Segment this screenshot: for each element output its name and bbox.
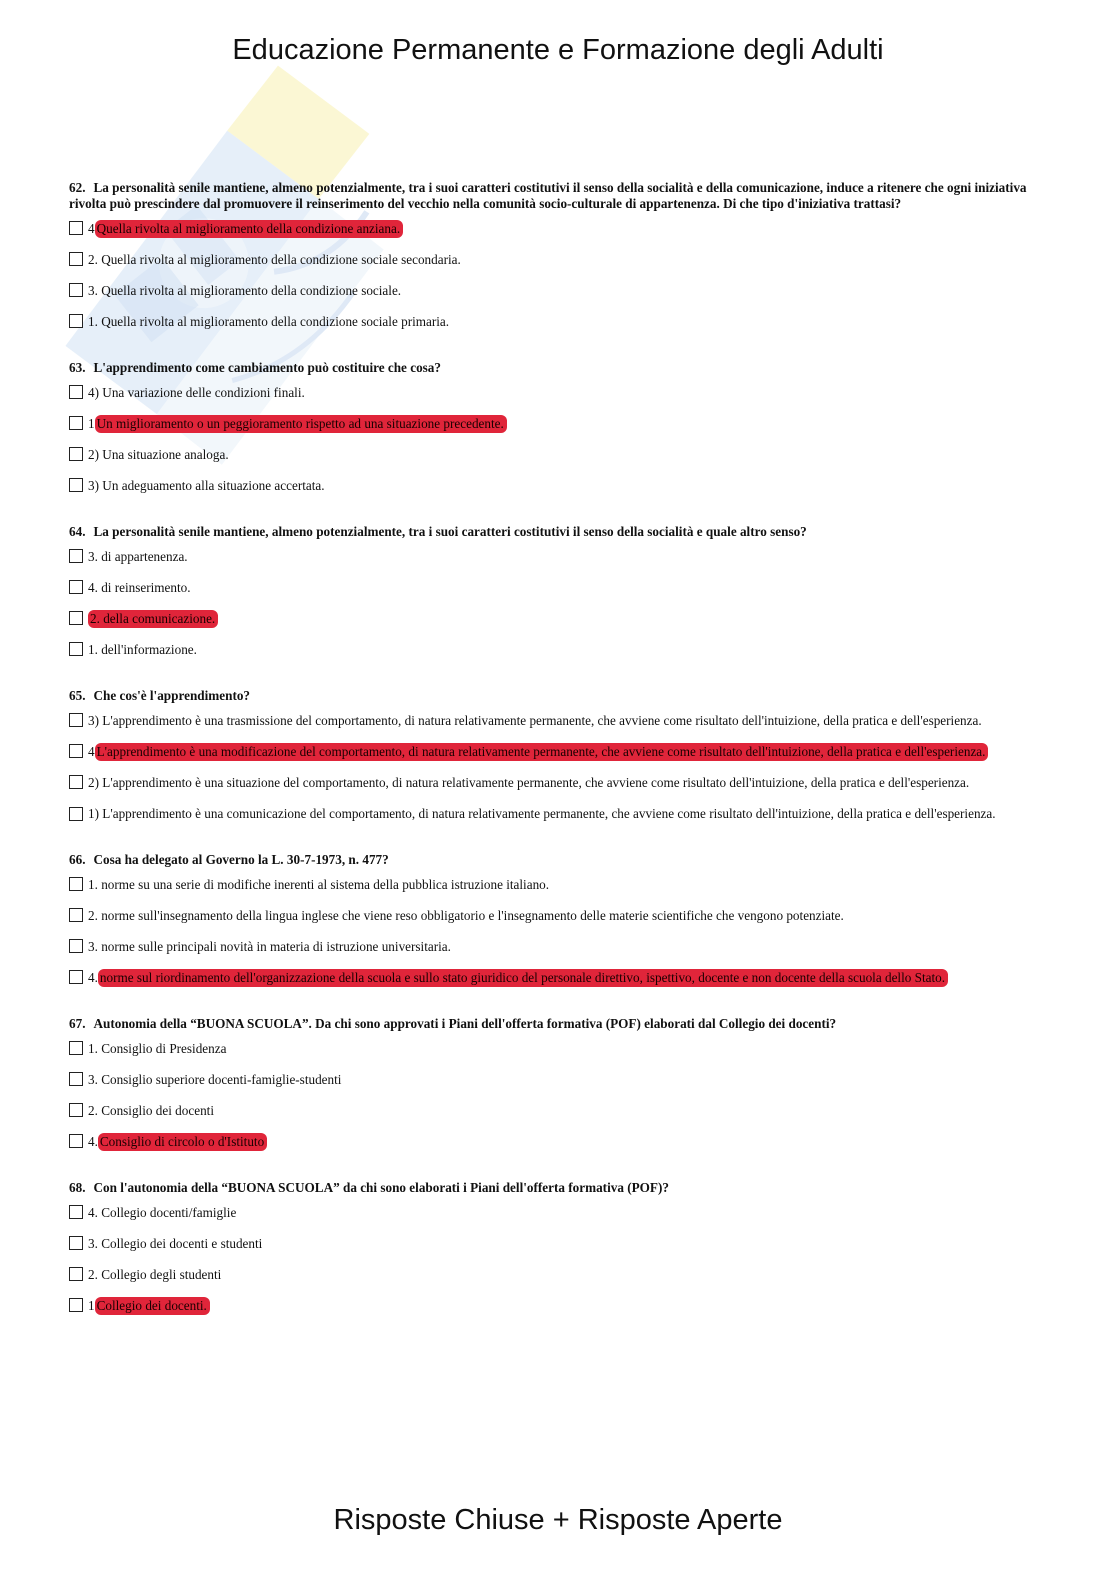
answer-checkbox[interactable]	[69, 877, 83, 891]
option-prefix: 1.	[88, 642, 98, 657]
answer-checkbox[interactable]	[69, 221, 83, 235]
answer-option	[69, 611, 1044, 633]
option-text: Consiglio di Presidenza	[101, 1041, 227, 1056]
option-prefix: 4.	[88, 580, 98, 595]
answer-checkbox[interactable]	[69, 807, 83, 821]
question-number: 65.	[69, 688, 86, 703]
question-63	[69, 360, 1044, 500]
question-number: 68.	[69, 1180, 86, 1195]
highlighted-answer: norme sul riordinamento dell'organizzazione della scuola e sullo stato giuridico del personale direttivo, ispettivo, docente e non docente della scuola dello Stato.	[98, 969, 948, 987]
option-prefix: 2)	[88, 447, 99, 462]
answer-checkbox[interactable]	[69, 642, 83, 656]
option-text: L'apprendimento è una trasmissione del comportamento, di natura relativamente permanente, che avviene come risultato dell'intuizione, della pratica e dell'esperienza.	[102, 713, 982, 728]
option-text: Quella rivolta al miglioramento della condizione sociale secondaria.	[101, 252, 461, 267]
answer-checkbox[interactable]	[69, 1103, 83, 1117]
option-prefix: 2.	[88, 1267, 98, 1282]
answer-option	[69, 314, 1044, 336]
answer-option	[69, 713, 1044, 735]
answer-option	[69, 1103, 1044, 1125]
question-65	[69, 688, 1044, 828]
answer-option	[69, 1298, 1044, 1320]
option-text: Un adeguamento alla situazione accertata.	[102, 478, 325, 493]
option-prefix: 1.	[88, 1041, 98, 1056]
option-text: norme sulle principali novità in materia di istruzione universitaria.	[101, 939, 451, 954]
question-number: 63.	[69, 360, 86, 375]
option-prefix: 3.	[88, 549, 98, 564]
quiz-content	[69, 180, 1044, 1344]
question-68	[69, 1180, 1044, 1320]
question-text	[69, 852, 1044, 868]
option-text: Una variazione delle condizioni finali.	[102, 385, 305, 400]
question-prompt: Autonomia della “BUONA SCUOLA”. Da chi sono approvati i Piani dell'offerta formativa (POF) elaborati dal Collegio dei docenti?	[93, 1016, 837, 1031]
highlighted-answer: Consiglio di circolo o d'Istituto	[98, 1133, 267, 1151]
option-prefix: 3.	[88, 283, 98, 298]
option-text: di appartenenza.	[101, 549, 188, 564]
answer-checkbox[interactable]	[69, 314, 83, 328]
answer-option	[69, 447, 1044, 469]
answer-checkbox[interactable]	[69, 908, 83, 922]
answer-option	[69, 252, 1044, 274]
answer-option	[69, 1205, 1044, 1227]
highlighted-answer: 2. della comunicazione.	[88, 610, 218, 628]
highlighted-answer: Collegio dei docenti.	[95, 1297, 210, 1315]
option-prefix: 4)	[88, 385, 99, 400]
option-prefix: 4.	[88, 1134, 98, 1149]
option-prefix: 1)	[88, 806, 99, 821]
answer-option	[69, 580, 1044, 602]
option-text: Quella rivolta al miglioramento della condizione sociale primaria.	[101, 314, 450, 329]
answer-option	[69, 970, 1044, 992]
answer-checkbox[interactable]	[69, 1298, 83, 1312]
answer-option	[69, 221, 1044, 243]
question-prompt: Con l'autonomia della “BUONA SCUOLA” da chi sono elaborati i Piani dell'offerta formativa (POF)?	[93, 1180, 669, 1195]
option-prefix: 1	[88, 416, 95, 431]
question-text	[69, 180, 1044, 212]
question-text	[69, 688, 1044, 704]
answer-checkbox[interactable]	[69, 447, 83, 461]
question-number: 67.	[69, 1016, 86, 1031]
question-text	[69, 524, 1044, 540]
option-prefix: 4.	[88, 970, 98, 985]
highlighted-answer: Quella rivolta al miglioramento della condizione anziana.	[95, 220, 404, 238]
answer-checkbox[interactable]	[69, 580, 83, 594]
option-prefix: 2.	[88, 908, 98, 923]
question-prompt: La personalità senile mantiene, almeno potenzialmente, tra i suoi caratteri costitutivi il senso della socialità e della comunicazione, induce a ritenere che ogni iniziativa rivolta può prescindere dal promuovere il reinserimento del vecchio nella comunità socio-culturale di appartenenza. Di che tipo d'iniziativa trattasi?	[69, 180, 1027, 211]
option-text: norme sull'insegnamento della lingua inglese che viene reso obbligatorio e l'insegnamento delle materie scientifiche che vengono potenziate.	[101, 908, 844, 923]
answer-option	[69, 549, 1044, 571]
option-prefix: 3)	[88, 478, 99, 493]
option-prefix: 3.	[88, 1072, 98, 1087]
question-67	[69, 1016, 1044, 1156]
answer-checkbox[interactable]	[69, 549, 83, 563]
option-text: Consiglio dei docenti	[101, 1103, 215, 1118]
answer-option	[69, 385, 1044, 407]
question-prompt: L'apprendimento come cambiamento può costituire che cosa?	[93, 360, 441, 375]
answer-option	[69, 939, 1044, 961]
option-text: Una situazione analoga.	[102, 447, 229, 462]
answer-option	[69, 806, 1044, 828]
answer-option	[69, 283, 1044, 305]
question-62	[69, 180, 1044, 336]
option-text: Collegio docenti/famiglie	[101, 1205, 237, 1220]
question-prompt: Che cos'è l'apprendimento?	[93, 688, 251, 703]
answer-option	[69, 1072, 1044, 1094]
question-64	[69, 524, 1044, 664]
answer-checkbox[interactable]	[69, 1236, 83, 1250]
option-text: norme su una serie di modifiche inerenti al sistema della pubblica istruzione italiano.	[101, 877, 550, 892]
answer-checkbox[interactable]	[69, 1134, 83, 1148]
answer-checkbox[interactable]	[69, 713, 83, 727]
answer-checkbox[interactable]	[69, 385, 83, 399]
option-text: Collegio degli studenti	[101, 1267, 222, 1282]
question-text	[69, 360, 1044, 376]
answer-checkbox[interactable]	[69, 744, 83, 758]
option-prefix: 2)	[88, 775, 99, 790]
answer-checkbox[interactable]	[69, 939, 83, 953]
option-text: L'apprendimento è una situazione del comportamento, di natura relativamente permanente, che avviene come risultato dell'intuizione, della pratica e dell'esperienza.	[102, 775, 970, 790]
answer-checkbox[interactable]	[69, 283, 83, 297]
option-text: Consiglio superiore docenti-famiglie-studenti	[101, 1072, 342, 1087]
answer-checkbox[interactable]	[69, 1041, 83, 1055]
highlighted-answer: L'apprendimento è una modificazione del comportamento, di natura relativamente permanente, che avviene come risultato dell'intuizione, della pratica e dell'esperienza.	[95, 743, 989, 761]
option-text: Quella rivolta al miglioramento della condizione sociale.	[101, 283, 402, 298]
answer-option	[69, 877, 1044, 899]
option-prefix: 4	[88, 744, 95, 759]
answer-option	[69, 416, 1044, 438]
option-text: Collegio dei docenti e studenti	[101, 1236, 263, 1251]
question-text	[69, 1180, 1044, 1196]
answer-option	[69, 1134, 1044, 1156]
answer-checkbox[interactable]	[69, 970, 83, 984]
option-prefix: 4	[88, 221, 95, 236]
option-text: dell'informazione.	[101, 642, 197, 657]
answer-checkbox[interactable]	[69, 1267, 83, 1281]
page-header-title: Educazione Permanente e Formazione degli Adulti	[232, 34, 884, 66]
option-prefix: 2.	[88, 252, 98, 267]
answer-checkbox[interactable]	[69, 1072, 83, 1086]
answer-checkbox[interactable]	[69, 252, 83, 266]
option-prefix: 3.	[88, 1236, 98, 1251]
option-text: di reinserimento.	[101, 580, 191, 595]
answer-option	[69, 1041, 1044, 1063]
question-number: 62.	[69, 180, 86, 195]
answer-option	[69, 1267, 1044, 1289]
option-prefix: 1.	[88, 314, 98, 329]
question-number: 66.	[69, 852, 86, 867]
answer-option	[69, 478, 1044, 500]
answer-option	[69, 744, 1044, 766]
option-text: L'apprendimento è una comunicazione del comportamento, di natura relativamente permanente, che avviene come risultato dell'intuizione, della pratica e dell'esperienza.	[102, 806, 996, 821]
answer-checkbox[interactable]	[69, 611, 83, 625]
option-prefix: 3)	[88, 713, 99, 728]
answer-checkbox[interactable]	[69, 478, 83, 492]
option-prefix: 1	[88, 1298, 95, 1313]
answer-option	[69, 642, 1044, 664]
option-prefix: 4.	[88, 1205, 98, 1220]
answer-checkbox[interactable]	[69, 775, 83, 789]
question-number: 64.	[69, 524, 86, 539]
answer-checkbox[interactable]	[69, 1205, 83, 1219]
page-footer-title: Risposte Chiuse + Risposte Aperte	[333, 1504, 783, 1536]
question-text	[69, 1016, 1044, 1032]
question-prompt: La personalità senile mantiene, almeno potenzialmente, tra i suoi caratteri costitutivi il senso della socialità e quale altro senso?	[93, 524, 807, 539]
answer-option	[69, 775, 1044, 797]
answer-option	[69, 1236, 1044, 1258]
option-prefix: 2.	[88, 1103, 98, 1118]
question-66	[69, 852, 1044, 992]
option-prefix: 3.	[88, 939, 98, 954]
option-prefix: 1.	[88, 877, 98, 892]
answer-option	[69, 908, 1044, 930]
answer-checkbox[interactable]	[69, 416, 83, 430]
highlighted-answer: Un miglioramento o un peggioramento rispetto ad una situazione precedente.	[95, 415, 507, 433]
question-prompt: Cosa ha delegato al Governo la L. 30-7-1973, n. 477?	[93, 852, 389, 867]
